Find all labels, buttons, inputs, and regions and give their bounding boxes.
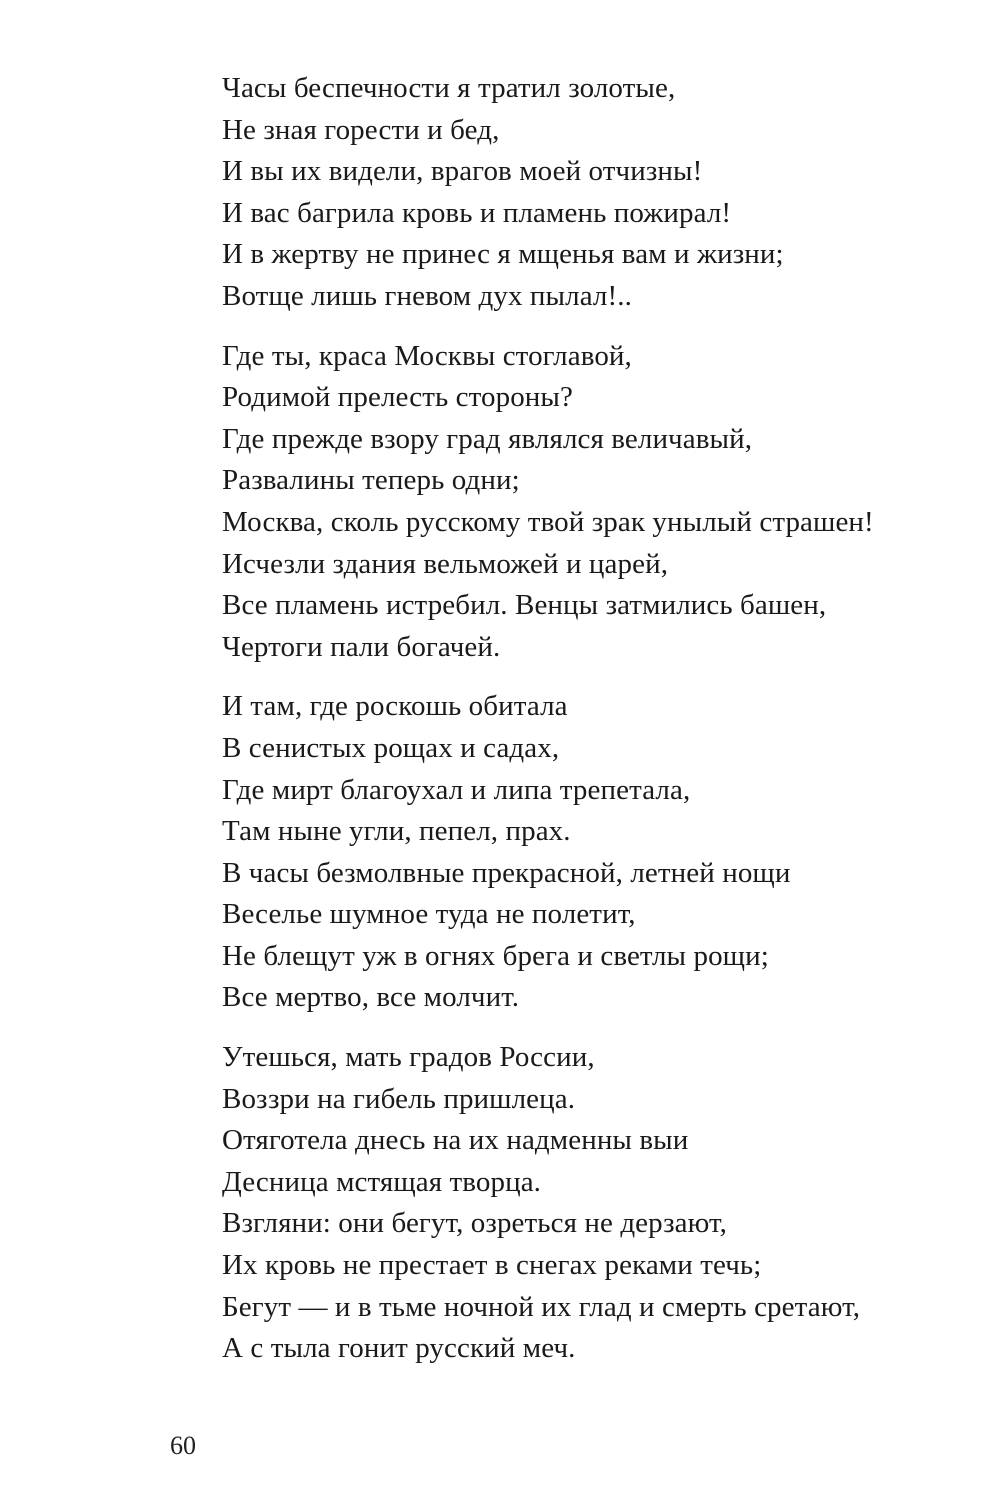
poem-line: В сенистых рощах и садах,: [222, 731, 560, 764]
poem-line: Развалины теперь одни;: [222, 464, 520, 497]
poem-line: Бегут — и в тьме ночной их глад и смерть сретают,: [222, 1290, 861, 1323]
poem-line: Десница мстящая творца.: [222, 1165, 542, 1198]
poem-line: Где мирт благоухал и липа трепетала,: [222, 773, 691, 806]
poem-line: Взгляни: они бегут, озреться не дерзают,: [222, 1207, 727, 1240]
poem-line: Где прежде взору град являлся величавый,: [222, 422, 753, 455]
poem-line: Не блещут уж в огнях брега и светлы рощи;: [222, 939, 769, 972]
poem-line: Утешься, мать градов России,: [222, 1041, 595, 1074]
stanza-4: [222, 1037, 982, 1370]
poem-line: И вы их видели, врагов моей отчизны!: [222, 155, 703, 188]
poem-line: Там ныне угли, пепел, прах.: [222, 815, 571, 848]
poem-line: Исчезли здания вельможей и царей,: [222, 547, 669, 580]
poem-line: Родимой прелесть стороны?: [222, 381, 573, 414]
poem-line: Отяготела днесь на их надменны выи: [222, 1124, 689, 1157]
poem-line: И вас багрила кровь и пламень пожирал!: [222, 196, 732, 229]
poem-line: Не зная горести и бед,: [222, 113, 500, 146]
poem-line: И там, где роскошь обитала: [222, 690, 568, 723]
poem-line: В часы безмолвные прекрасной, летней нощи: [222, 856, 791, 889]
poem-line: Воззри на гибель пришлеца.: [222, 1082, 576, 1115]
stanza-1: [222, 68, 982, 318]
poem-line: Веселье шумное туда не полетит,: [222, 898, 636, 931]
poem-line: И в жертву не принес я мщенья вам и жизни;: [222, 238, 784, 271]
poem-line: Чертоги пали богачей.: [222, 630, 501, 663]
poem-line: Все мертво, все молчит.: [222, 981, 520, 1014]
poem-text: [222, 68, 982, 1388]
poem-line: Все пламень истребил. Венцы затмились башен,: [222, 589, 827, 622]
stanza-2: [222, 336, 982, 669]
page-number: 60: [170, 1431, 196, 1460]
poem-line: А с тыла гонит русский меч.: [222, 1332, 576, 1365]
poem-line: Москва, сколь русскому твой зрак унылый страшен!: [222, 505, 874, 538]
poem-line: Часы беспечности я тратил золотые,: [222, 72, 676, 104]
poem-line: Где ты, краса Москвы стоглавой,: [222, 339, 632, 372]
poem-line: Вотще лишь гневом дух пылал!..: [222, 279, 632, 312]
stanza-3: [222, 686, 982, 1019]
poem-line: Их кровь не престает в снегах реками течь;: [222, 1249, 762, 1282]
